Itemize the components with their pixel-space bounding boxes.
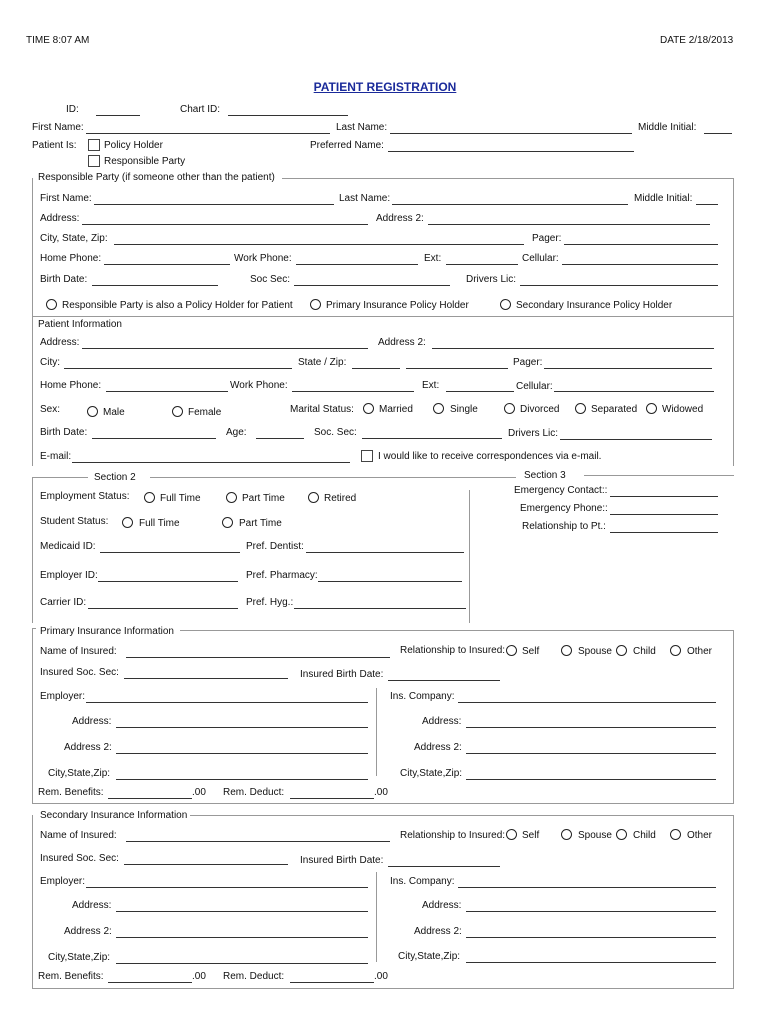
sec-employer-address-label: Address:: [72, 900, 112, 911]
rp-drivers-lic-label: Drivers Lic:: [466, 274, 517, 285]
pt-work-phone-field[interactable]: [292, 391, 414, 392]
pt-birth-date-label: Birth Date:: [40, 427, 88, 438]
sec-rem-deduct-label: Rem. Deduct:: [223, 971, 285, 982]
student-part-time-radio[interactable]: [222, 517, 233, 528]
primary-box-bottom: [32, 803, 734, 804]
sec-insured-soc-label: Insured Soc. Sec:: [40, 853, 119, 864]
pri-rem-deduct-label: Rem. Deduct:: [223, 787, 285, 798]
sec-rem-deduct-field[interactable]: [290, 982, 374, 983]
rp-cellular-label: Cellular:: [522, 253, 559, 264]
date-stamp: DATE 2/18/2013: [660, 35, 734, 46]
time-stamp: TIME 8:07 AM: [26, 35, 90, 46]
rp-also-policy-label: Responsible Party is also a Policy Holder for Patient: [62, 300, 293, 311]
first-name-field[interactable]: [86, 133, 330, 134]
pri-rem-deduct-cents: .00: [374, 787, 388, 798]
pri-self-label: Self: [522, 646, 540, 657]
pt-married-label: Married: [379, 404, 413, 415]
rp-drivers-lic-field[interactable]: [520, 285, 718, 286]
pri-rem-deduct-field[interactable]: [290, 798, 374, 799]
pt-male-label: Male: [103, 407, 125, 418]
rp-ext-label: Ext:: [424, 253, 442, 264]
rp-address-field[interactable]: [82, 224, 368, 225]
pri-self-radio[interactable]: [506, 645, 517, 656]
pt-separated-label: Separated: [591, 404, 638, 415]
pri-spouse-label: Spouse: [578, 646, 612, 657]
pt-state-zip-label: State / Zip:: [298, 357, 347, 368]
sec-insured-birth-label: Insured Birth Date:: [300, 855, 384, 866]
employment-full-time-radio[interactable]: [144, 492, 155, 503]
last-name-label: Last Name:: [336, 122, 388, 133]
emergency-phone-label: Emergency Phone::: [520, 503, 608, 514]
policy-holder-checkbox[interactable]: [88, 139, 100, 151]
secondary-box-top: [190, 815, 734, 816]
pri-employer-address2-label: Address 2:: [64, 742, 112, 753]
employment-retired-label: Retired: [324, 493, 357, 504]
sec-employer-label: Employer:: [40, 876, 86, 887]
pt-city-field[interactable]: [64, 368, 292, 369]
rp-middle-initial-field[interactable]: [696, 204, 718, 205]
carrier-id-field[interactable]: [88, 608, 238, 609]
medicaid-id-label: Medicaid ID:: [40, 541, 96, 552]
pri-ins-company-field[interactable]: [458, 702, 716, 703]
carrier-id-label: Carrier ID:: [40, 597, 87, 608]
student-full-time-label: Full Time: [139, 518, 180, 529]
pt-address2-field[interactable]: [432, 348, 714, 349]
pt-separated-radio[interactable]: [575, 403, 586, 414]
pt-zip-field[interactable]: [406, 368, 508, 369]
pt-email-field[interactable]: [72, 462, 350, 463]
pri-insured-soc-field[interactable]: [124, 678, 288, 679]
pt-ext-label: Ext:: [422, 380, 440, 391]
pt-single-label: Single: [450, 404, 478, 415]
rp-address2-label: Address 2:: [376, 213, 424, 224]
rp-middle-initial-label: Middle Initial:: [634, 193, 693, 204]
rp-soc-sec-field[interactable]: [294, 285, 450, 286]
sec-employer-address2-label: Address 2:: [64, 926, 112, 937]
rp-cellular-field[interactable]: [562, 264, 718, 265]
emergency-contact-label: Emergency Contact::: [514, 485, 608, 496]
sec-employer-city-label: City,State,Zip:: [48, 952, 111, 963]
rp-primary-holder-label: Primary Insurance Policy Holder: [326, 300, 469, 311]
rp-birth-date-field[interactable]: [92, 285, 218, 286]
sec-ins-address2-label: Address 2:: [414, 926, 462, 937]
pt-marital-status-label: Marital Status:: [290, 404, 354, 415]
pref-dentist-label: Pref. Dentist:: [246, 541, 304, 552]
pref-hyg-field[interactable]: [294, 608, 466, 609]
student-full-time-radio[interactable]: [122, 517, 133, 528]
sec-employer-address-field[interactable]: [116, 911, 368, 912]
sec-employer-field[interactable]: [86, 887, 368, 888]
pri-relationship-label: Relationship to Insured:: [400, 645, 506, 656]
emergency-phone-field[interactable]: [610, 514, 718, 515]
pri-insured-birth-label: Insured Birth Date:: [300, 669, 384, 680]
pt-email-opt-checkbox[interactable]: [361, 450, 373, 462]
rp-ext-field[interactable]: [446, 264, 518, 265]
sec-rem-deduct-cents: .00: [374, 971, 388, 982]
employment-part-time-radio[interactable]: [226, 492, 237, 503]
pt-female-label: Female: [188, 407, 222, 418]
rp-also-policy-radio[interactable]: [46, 299, 57, 310]
sec-ins-company-label: Ins. Company:: [390, 876, 455, 887]
pri-ins-company-label: Ins. Company:: [390, 691, 455, 702]
sec-self-radio[interactable]: [506, 829, 517, 840]
pri-employer-address-label: Address:: [72, 716, 112, 727]
pri-ins-address-field[interactable]: [466, 727, 716, 728]
rp-address2-field[interactable]: [428, 224, 710, 225]
last-name-field[interactable]: [390, 133, 632, 134]
rp-home-phone-label: Home Phone:: [40, 253, 102, 264]
pri-ins-address2-label: Address 2:: [414, 742, 462, 753]
pt-birth-date-field[interactable]: [92, 438, 216, 439]
pt-female-radio[interactable]: [172, 406, 183, 417]
pri-other-label: Other: [687, 646, 713, 657]
sec-rem-benefits-field[interactable]: [108, 982, 192, 983]
employer-id-label: Employer ID:: [40, 570, 98, 581]
rp-secondary-holder-radio[interactable]: [500, 299, 511, 310]
pri-employer-label: Employer:: [40, 691, 86, 702]
emergency-contact-field[interactable]: [610, 496, 718, 497]
pt-married-radio[interactable]: [363, 403, 374, 414]
section2-heading: Section 2: [94, 472, 136, 483]
employment-full-time-label: Full Time: [160, 493, 201, 504]
pri-name-insured-field[interactable]: [126, 657, 390, 658]
relationship-pt-label: Relationship to Pt.:: [522, 521, 606, 532]
sec-ins-address2-field[interactable]: [466, 937, 716, 938]
employment-status-label: Employment Status:: [40, 491, 130, 502]
pt-soc-sec-field[interactable]: [362, 438, 502, 439]
pri-employer-address-field[interactable]: [116, 727, 368, 728]
pt-age-label: Age:: [226, 427, 247, 438]
pt-sex-label: Sex:: [40, 404, 61, 415]
secondary-box-right: [733, 815, 734, 988]
page-title: PATIENT REGISTRATION: [313, 80, 457, 94]
pri-employer-address2-field[interactable]: [116, 753, 368, 754]
section2-line-left: [32, 477, 88, 478]
pt-email-label: E-mail:: [40, 451, 72, 462]
pt-age-field[interactable]: [256, 438, 304, 439]
relationship-pt-field[interactable]: [610, 532, 718, 533]
id-field[interactable]: [96, 115, 140, 116]
pri-employer-city-field[interactable]: [116, 779, 368, 780]
sec-ins-city-label: City,State,Zip:: [398, 951, 461, 962]
rp-pager-label: Pager:: [532, 233, 562, 244]
chart-id-field[interactable]: [228, 115, 348, 116]
pt-male-radio[interactable]: [87, 406, 98, 417]
pt-single-radio[interactable]: [433, 403, 444, 414]
section2-box-right: [469, 490, 470, 623]
secondary-box-divider: [376, 872, 377, 962]
rp-city-state-zip-label: City, State, Zip:: [40, 233, 108, 244]
secondary-box-left: [32, 815, 33, 988]
primary-box-right: [733, 630, 734, 803]
sec-self-label: Self: [522, 830, 540, 841]
patient-box-left: [32, 316, 33, 466]
pri-employer-city-label: City,State,Zip:: [48, 768, 111, 779]
section3-line-right: [584, 475, 734, 476]
rp-home-phone-field[interactable]: [104, 264, 230, 265]
primary-heading: Primary Insurance Information: [40, 626, 174, 637]
pt-pager-field[interactable]: [544, 368, 712, 369]
sec-child-label: Child: [633, 830, 656, 841]
employment-part-time-label: Part Time: [242, 493, 285, 504]
patient-box-right: [733, 316, 734, 466]
sec-other-label: Other: [687, 830, 713, 841]
pt-cellular-field[interactable]: [554, 391, 714, 392]
pt-divorced-label: Divorced: [520, 404, 560, 415]
pri-other-radio[interactable]: [670, 645, 681, 656]
preferred-name-field[interactable]: [388, 151, 634, 152]
responsible-party-label: Responsible Party: [104, 156, 186, 167]
pri-rem-benefits-label: Rem. Benefits:: [38, 787, 104, 798]
pt-soc-sec-label: Soc. Sec:: [314, 427, 357, 438]
pt-address2-label: Address 2:: [378, 337, 426, 348]
pref-pharmacy-label: Pref. Pharmacy:: [246, 570, 318, 581]
pt-home-phone-label: Home Phone:: [40, 380, 102, 391]
responsible-heading: Responsible Party (if someone other than the patient): [38, 172, 275, 183]
pref-hyg-label: Pref. Hyg.:: [246, 597, 294, 608]
pt-home-phone-field[interactable]: [106, 391, 228, 392]
pri-ins-city-label: City,State,Zip:: [400, 768, 463, 779]
pri-spouse-radio[interactable]: [561, 645, 572, 656]
chart-id-label: Chart ID:: [180, 104, 221, 115]
sec-insured-birth-field[interactable]: [388, 866, 500, 867]
sec-relationship-label: Relationship to Insured:: [400, 830, 506, 841]
pri-insured-birth-field[interactable]: [388, 680, 500, 681]
preferred-name-label: Preferred Name:: [310, 140, 384, 151]
rp-city-state-zip-field[interactable]: [114, 244, 524, 245]
pref-pharmacy-field[interactable]: [318, 581, 462, 582]
pri-ins-address2-field[interactable]: [466, 753, 716, 754]
sec-insured-soc-field[interactable]: [124, 864, 288, 865]
primary-box-divider: [376, 688, 377, 776]
secondary-heading: Secondary Insurance Information: [40, 810, 188, 821]
rp-last-name-label: Last Name:: [339, 193, 391, 204]
pri-ins-address-label: Address:: [422, 716, 462, 727]
primary-box-top: [180, 630, 734, 631]
pt-widowed-radio[interactable]: [646, 403, 657, 414]
sec-rem-benefits-label: Rem. Benefits:: [38, 971, 104, 982]
pt-widowed-label: Widowed: [662, 404, 704, 415]
secondary-box-bottom: [32, 988, 734, 989]
rp-first-name-field[interactable]: [94, 204, 334, 205]
rp-birth-date-label: Birth Date:: [40, 274, 88, 285]
section3-line-left: [470, 477, 516, 478]
rp-primary-holder-radio[interactable]: [310, 299, 321, 310]
sec-other-radio[interactable]: [670, 829, 681, 840]
patient-info-heading: Patient Information: [38, 319, 122, 330]
pt-cellular-label: Cellular:: [516, 381, 553, 392]
pt-address-label: Address:: [40, 337, 80, 348]
middle-initial-label: Middle Initial:: [638, 122, 697, 133]
rp-address-label: Address:: [40, 213, 80, 224]
rp-first-name-label: First Name:: [40, 193, 92, 204]
sec-name-insured-field[interactable]: [126, 841, 390, 842]
pt-divorced-radio[interactable]: [504, 403, 515, 414]
sec-employer-city-field[interactable]: [116, 963, 368, 964]
responsible-party-checkbox[interactable]: [88, 155, 100, 167]
first-name-label: First Name:: [32, 122, 84, 133]
rp-soc-sec-label: Soc Sec:: [250, 274, 291, 285]
sec-employer-address2-field[interactable]: [116, 937, 368, 938]
responsible-box-right: [733, 178, 734, 316]
rp-work-phone-field[interactable]: [296, 264, 418, 265]
rp-pager-field[interactable]: [564, 244, 718, 245]
sec-rem-benefits-cents: .00: [192, 971, 206, 982]
medicaid-id-field[interactable]: [100, 552, 240, 553]
rp-work-phone-label: Work Phone:: [234, 253, 292, 264]
sec-spouse-label: Spouse: [578, 830, 612, 841]
pri-child-label: Child: [633, 646, 656, 657]
sec-spouse-radio[interactable]: [561, 829, 572, 840]
employer-id-field[interactable]: [98, 581, 238, 582]
pri-child-radio[interactable]: [616, 645, 627, 656]
responsible-box-bottom: [32, 316, 734, 317]
student-status-label: Student Status:: [40, 516, 109, 527]
sec-ins-company-field[interactable]: [458, 887, 716, 888]
primary-box-left: [32, 628, 33, 803]
pri-ins-city-field[interactable]: [466, 779, 716, 780]
sec-ins-city-field[interactable]: [466, 962, 716, 963]
rp-last-name-field[interactable]: [392, 204, 628, 205]
pri-rem-benefits-cents: .00: [192, 787, 206, 798]
sec-ins-address-label: Address:: [422, 900, 462, 911]
pri-insured-soc-label: Insured Soc. Sec:: [40, 667, 119, 678]
pri-employer-field[interactable]: [86, 702, 368, 703]
student-part-time-label: Part Time: [239, 518, 282, 529]
section2-box-left: [32, 477, 33, 623]
sec-ins-address-field[interactable]: [466, 911, 716, 912]
responsible-box-top: [282, 178, 734, 179]
pt-city-label: City:: [40, 357, 60, 368]
pref-dentist-field[interactable]: [306, 552, 464, 553]
pt-drivers-lic-field[interactable]: [560, 439, 712, 440]
patient-is-label: Patient Is:: [32, 140, 77, 151]
section2-line-right: [150, 477, 502, 478]
sec-child-radio[interactable]: [616, 829, 627, 840]
middle-initial-field[interactable]: [704, 133, 732, 134]
policy-holder-label: Policy Holder: [104, 140, 163, 151]
rp-secondary-holder-label: Secondary Insurance Policy Holder: [516, 300, 673, 311]
pt-email-opt-label: I would like to receive correspondences via e-mail.: [378, 451, 602, 462]
pt-work-phone-label: Work Phone:: [230, 380, 288, 391]
employment-retired-radio[interactable]: [308, 492, 319, 503]
pri-rem-benefits-field[interactable]: [108, 798, 192, 799]
pt-state-field[interactable]: [352, 368, 400, 369]
responsible-box-left: [32, 178, 33, 316]
pri-name-insured-label: Name of Insured:: [40, 646, 117, 657]
pt-address-field[interactable]: [82, 348, 368, 349]
pt-drivers-lic-label: Drivers Lic:: [508, 428, 559, 439]
pt-ext-field[interactable]: [446, 391, 514, 392]
sec-name-insured-label: Name of Insured:: [40, 830, 117, 841]
section3-heading: Section 3: [524, 470, 566, 481]
id-label: ID:: [66, 104, 79, 115]
pt-pager-label: Pager:: [513, 357, 543, 368]
